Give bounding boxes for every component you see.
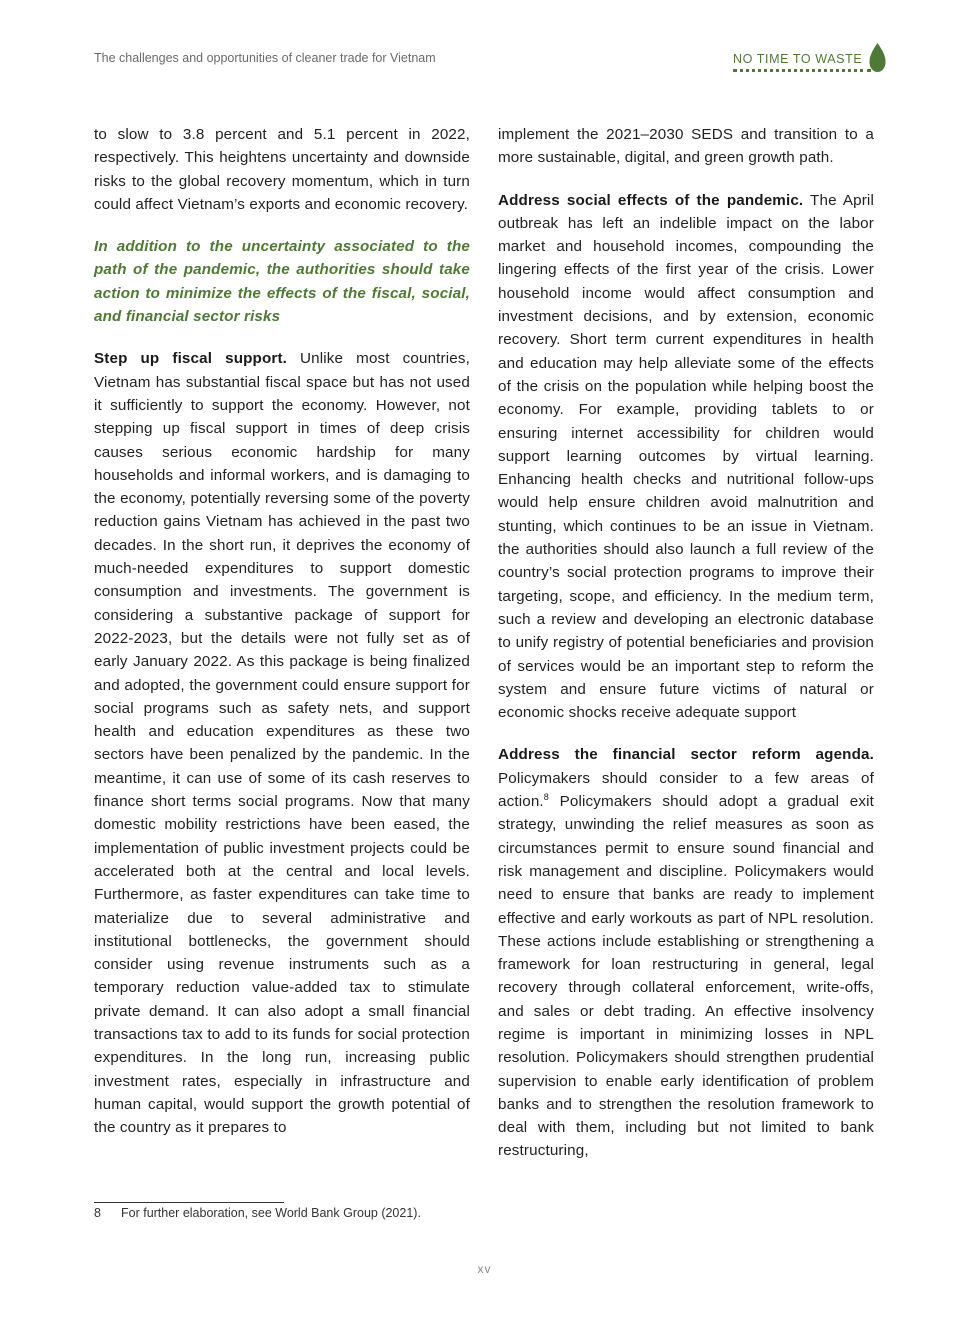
paragraph	[498, 743, 874, 1162]
page-number: xv	[477, 1262, 492, 1276]
paragraph-body: The April outbreak has left an indelible impact on the labor market and household incomes, compounding the lingering effects of the first year of the crisis. Lower household income would affect consumption and investment decisions, and by extension, economic recovery. Short term current expenditures in health and education may help alleviate some of the effects of the crisis on the population while helping boost the economy. For example, providing tablets to or ensuring internet accessibility for children would support learning outcomes by virtual learning. Enhancing health checks and nutritional follow-ups would help ensure children avoid malnutrition and stunting, which continues to be an issue in Vietnam. the authorities should also launch a full review of the country’s social protection programs to improve their targeting, scope, and efficiency. In the medium term, such a review and developing an electronic database to unify registry of potential beneficiaries and provision of services would be an important step to reform the system and ensure future victims of natural or economic shocks receive adequate support	[498, 191, 874, 722]
paragraph-body: Unlike most countries, Vietnam has substantial fiscal space but has not used it sufficiently to support the economy. However, not stepping up fiscal support in times of deep crisis causes serious economic hardship for many households and informal workers, and is damaging to the economy, potentially reversing some of the poverty reduction gains Vietnam has achieved in the past two decades. In the short run, it deprives the economy of much-needed expenditures to support domestic consumption and investments. The government is considering a substantive package of support for 2022-2023, but the details were not fully set as of early January 2022. As this package is being finalized and adopted, the government could ensure support for social programs such as safety nets, and support health and education expenditures as these two sectors have been penalized by the pandemic. In the meantime, it can use of some of its cash reserves to finance short terms social programs. Now that many domestic mobility restrictions have been eased, the implementation of public investment projects could be accelerated both at the central and local levels. Furthermore, as faster expenditures can take time to materialize due to several administrative and institutional bottlenecks, the government should consider using revenue instruments such as a temporary reduction value-added tax to stimulate private demand. It can also adopt a small financial transactions tax to add to its funds for social protection expenditures. In the long run, increasing public investment rates, especially in infrastructure and human capital, would support the growth potential of the country as it prepares to	[94, 350, 470, 1137]
paragraph-body: Policymakers should adopt a gradual exit strategy, unwinding the relief measures as soon as circumstances permit to ensure sound financial and risk management and discipline. Policymakers would need to ensure that banks are ready to implement effective and early workouts as part of NPL resolution. These actions include establishing or strengthening a framework for loan restructuring in general, legal recovery through collateral enforcement, write-offs, and sales or debt trading. An effective insolvency regime is important in minimizing losses in NPL resolution. Policymakers should strengthen prudential supervision to enable early identification of problem banks and to strengthen the resolution framework to deal with them, including but not limited to bank restructuring,	[498, 793, 874, 1160]
brand-dotted-rule	[733, 69, 871, 72]
footnote-number: 8	[94, 1206, 101, 1220]
paragraph: to slow to 3.8 percent and 5.1 percent in 2022, respectively. This heightens uncertainty and downside risks to the global recovery momentum, which in turn could affect Vietnam’s exports and economic recovery.	[94, 126, 470, 213]
running-header-title: The challenges and opportunities of cleaner trade for Vietnam	[94, 51, 436, 65]
footnote-rule	[94, 1202, 284, 1203]
paragraph-body: Policymakers should consider to a few areas of action.	[498, 769, 874, 811]
footnote-text: For further elaboration, see World Bank Group (2021).	[121, 1206, 421, 1220]
footnote	[94, 1206, 421, 1220]
paragraph-lead: Address social effects of the pandemic.	[498, 191, 804, 209]
paragraph	[498, 189, 874, 725]
leaf-icon	[869, 43, 886, 73]
brand-label: NO TIME TO WASTE	[733, 52, 863, 66]
paragraph	[94, 347, 470, 1139]
paragraph-lead: Address the financial sector reform agenda.	[498, 746, 874, 764]
callout-heading: In addition to the uncertainty associated to the path of the pandemic, the authorities should take action to minimize the effects of the fiscal, social, and financial sector risks	[94, 238, 470, 326]
right-column	[498, 123, 874, 1182]
paragraph: implement the 2021–2030 SEDS and transition to a more sustainable, digital, and green growth path.	[498, 126, 874, 167]
paragraph-lead: Step up fiscal support.	[94, 350, 288, 368]
footnote-ref[interactable]: 8	[543, 791, 549, 802]
left-column	[94, 123, 470, 1158]
